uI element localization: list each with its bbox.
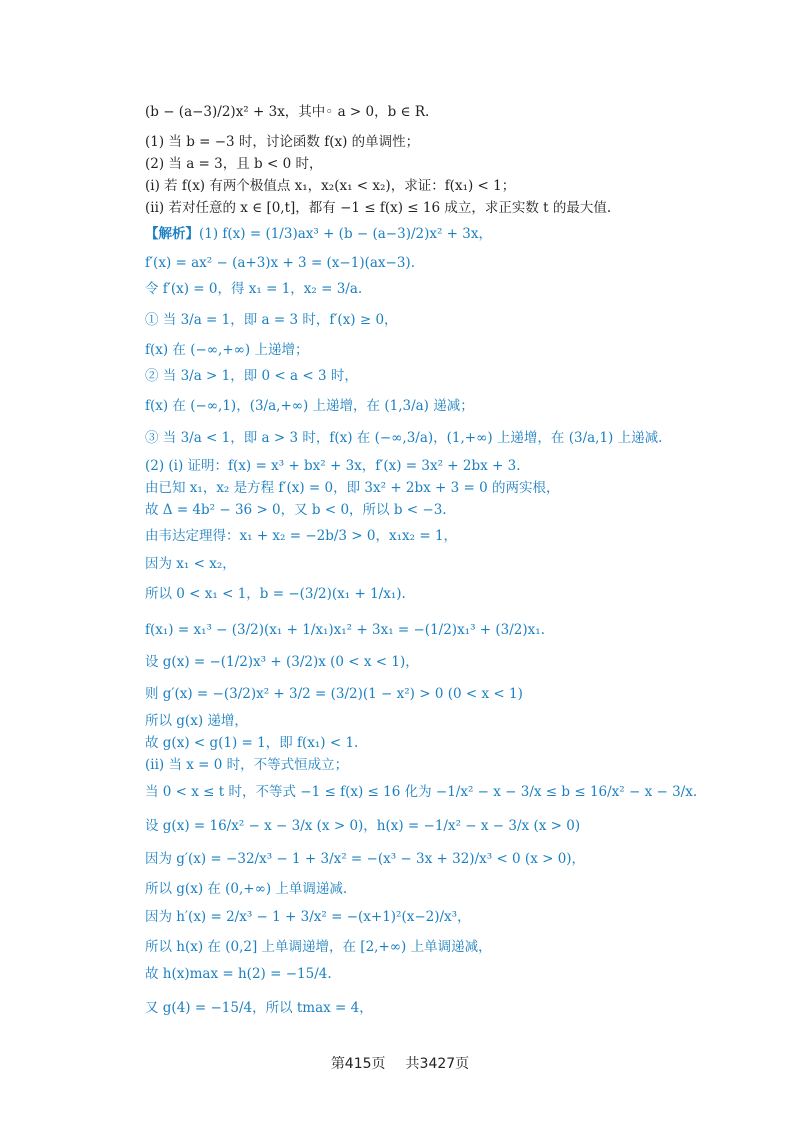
solution-line-21: 设 g(x) = 16/x² − x − 3/x (x > 0)，h(x) = −1/x² − x − 3/x (x > 0) (145, 818, 581, 834)
page-footer (0, 1053, 800, 1073)
solution-line-0: (1) f(x) = (1/3)ax³ + (b − (a−3)/2)x² + 3x， (199, 226, 492, 242)
solution-line-6: f(x) 在 (−∞,1)，(3/a,+∞) 上递增，在 (1,3/a) 递减； (145, 398, 474, 414)
solution-line-26: 故 h(x)max = h(2) = −15/4. (145, 966, 332, 982)
solution-line-13: 所以 0 < x₁ < 1，b = −(3/2)(x₁ + 1/x₁). (145, 586, 406, 602)
solution-line-8: (2) (i) 证明：f(x) = x³ + bx² + 3x，f′(x) = 3x² + 2bx + 3. (145, 458, 521, 474)
page-number: 第415页 (330, 1056, 386, 1072)
problem-line-3: (2) 当 a = 3，且 b < 0 时， (145, 156, 323, 172)
solution-line-16: 则 g′(x) = −(3/2)x² + 3/2 = (3/2)(1 − x²) > 0 (0 < x < 1) (145, 686, 523, 702)
page-total: 共3427页 (405, 1056, 470, 1072)
problem-line-1: (b − (a−3)/2)x² + 3x，其中◦ a > 0，b ∈ R. (145, 104, 430, 120)
solution-line-2: 令 f′(x) = 0，得 x₁ = 1，x₂ = 3/a. (145, 281, 363, 297)
solution-line-5: ② 当 3/a > 1，即 0 < a < 3 时， (145, 368, 358, 384)
solution-line-25: 所以 h(x) 在 (0,2] 上单调递增，在 [2,+∞) 上单调递减， (145, 939, 492, 955)
problem-line-4: (i) 若 f(x) 有两个极值点 x₁，x₂(x₁ < x₂)，求证：f(x₁) < 1； (145, 178, 516, 194)
solution-line-10: 故 Δ = 4b² − 36 > 0，又 b < 0，所以 b < −3. (145, 502, 447, 518)
solution-line-27: 又 g(4) = −15/4，所以 tmax = 4， (145, 1000, 373, 1016)
solution-line-18: 故 g(x) < g(1) = 1，即 f(x₁) < 1. (145, 735, 359, 751)
solution-label: 【解析】 (145, 226, 199, 242)
solution-line-14: f(x₁) = x₁³ − (3/2)(x₁ + 1/x₁)x₁² + 3x₁ = −(1/2)x₁³ + (3/2)x₁. (145, 622, 545, 638)
solution-line-15: 设 g(x) = −(1/2)x³ + (3/2)x (0 < x < 1)， (145, 654, 419, 670)
solution-line-17: 所以 g(x) 递增， (145, 713, 248, 729)
solution-first-line (145, 228, 492, 242)
solution-line-7: ③ 当 3/a < 1，即 a > 3 时，f(x) 在 (−∞,3/a)，(1,+∞) 上递增，在 (3/a,1) 上递减. (145, 430, 663, 446)
solution-line-11: 由韦达定理得：x₁ + x₂ = −2b/3 > 0，x₁x₂ = 1， (145, 528, 458, 544)
problem-line-5: (ii) 若对任意的 x ∈ [0,t]，都有 −1 ≤ f(x) ≤ 16 成立，求正实数 t 的最大值. (145, 200, 612, 216)
solution-line-19: (ii) 当 x = 0 时，不等式恒成立； (145, 757, 349, 773)
solution-line-20: 当 0 < x ≤ t 时，不等式 −1 ≤ f(x) ≤ 16 化为 −1/x² − x − 3/x ≤ b ≤ 16/x² − x − 3/x. (145, 784, 698, 800)
solution-line-9: 由已知 x₁，x₂ 是方程 f′(x) = 0，即 3x² + 2bx + 3 = 0 的两实根， (145, 480, 560, 496)
solution-line-23: 所以 g(x) 在 (0,+∞) 上单调递减. (145, 881, 348, 897)
problem-line-2: (1) 当 b = −3 时，讨论函数 f(x) 的单调性； (145, 134, 420, 150)
solution-line-12: 因为 x₁ < x₂， (145, 556, 236, 572)
solution-line-1: f′(x) = ax² − (a+3)x + 3 = (x−1)(ax−3). (145, 255, 415, 271)
solution-line-24: 因为 h′(x) = 2/x³ − 1 + 3/x² = −(x+1)²(x−2)/x³， (145, 909, 471, 925)
solution-line-3: ① 当 3/a = 1，即 a = 3 时，f′(x) ≥ 0， (145, 312, 398, 328)
solution-line-4: f(x) 在 (−∞,+∞) 上递增； (145, 342, 309, 358)
solution-line-22: 因为 g′(x) = −32/x³ − 1 + 3/x² = −(x³ − 3x + 32)/x³ < 0 (x > 0)， (145, 851, 586, 867)
